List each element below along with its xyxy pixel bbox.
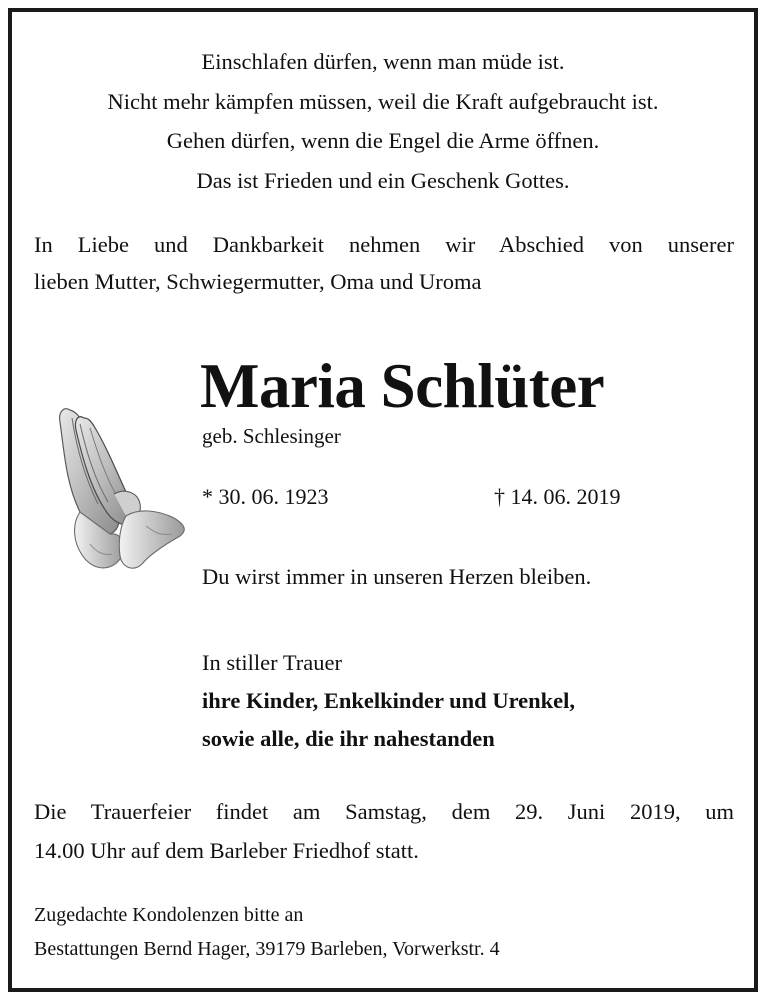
poem-line: Einschlafen dürfen, wenn man müde ist. xyxy=(201,49,565,74)
poem xyxy=(12,42,754,200)
intro-line: In Liebe und Dankbarkeit nehmen wir Abschied von unserer xyxy=(34,232,734,257)
praying-hands-icon xyxy=(50,404,190,576)
mourners-line: sowie alle, die ihr nahestanden xyxy=(202,726,495,751)
poem-line: Nicht mehr kämpfen müssen, weil die Kraft aufgebraucht ist. xyxy=(107,88,659,114)
service-line: Die Trauerfeier findet am Samstag, dem 29. Juni 2019, um xyxy=(34,799,734,824)
poem-line: Gehen dürfen, wenn die Engel die Arme öffnen. xyxy=(166,128,600,153)
obituary-frame xyxy=(8,8,758,992)
condolence-line: Bestattungen Bernd Hager, 39179 Barleben, Vorwerkstr. 4 xyxy=(34,938,500,960)
motto: Du wirst immer in unseren Herzen bleiben. xyxy=(202,564,592,589)
condolence-address xyxy=(34,898,500,966)
mourners-intro: In stiller Trauer xyxy=(202,650,342,675)
condolence-line: Zugedachte Kondolenzen bitte an xyxy=(34,904,304,926)
funeral-service-text xyxy=(34,792,734,870)
intro-text xyxy=(34,226,734,300)
intro-line: lieben Mutter, Schwiegermutter, Oma und Uroma xyxy=(34,269,482,294)
deceased-name: Maria Schlüter xyxy=(200,351,605,421)
service-line: 14.00 Uhr auf dem Barleber Friedhof statt. xyxy=(34,838,419,863)
mourners-block xyxy=(202,644,575,758)
mourners-line: ihre Kinder, Enkelkinder und Urenkel, xyxy=(202,688,576,713)
birth-date: * 30. 06. 1923 xyxy=(202,484,329,509)
poem-line: Das ist Frieden und ein Geschenk Gottes. xyxy=(196,167,570,193)
maiden-name: geb. Schlesinger xyxy=(202,424,341,448)
death-date: † 14. 06. 2019 xyxy=(494,484,621,509)
